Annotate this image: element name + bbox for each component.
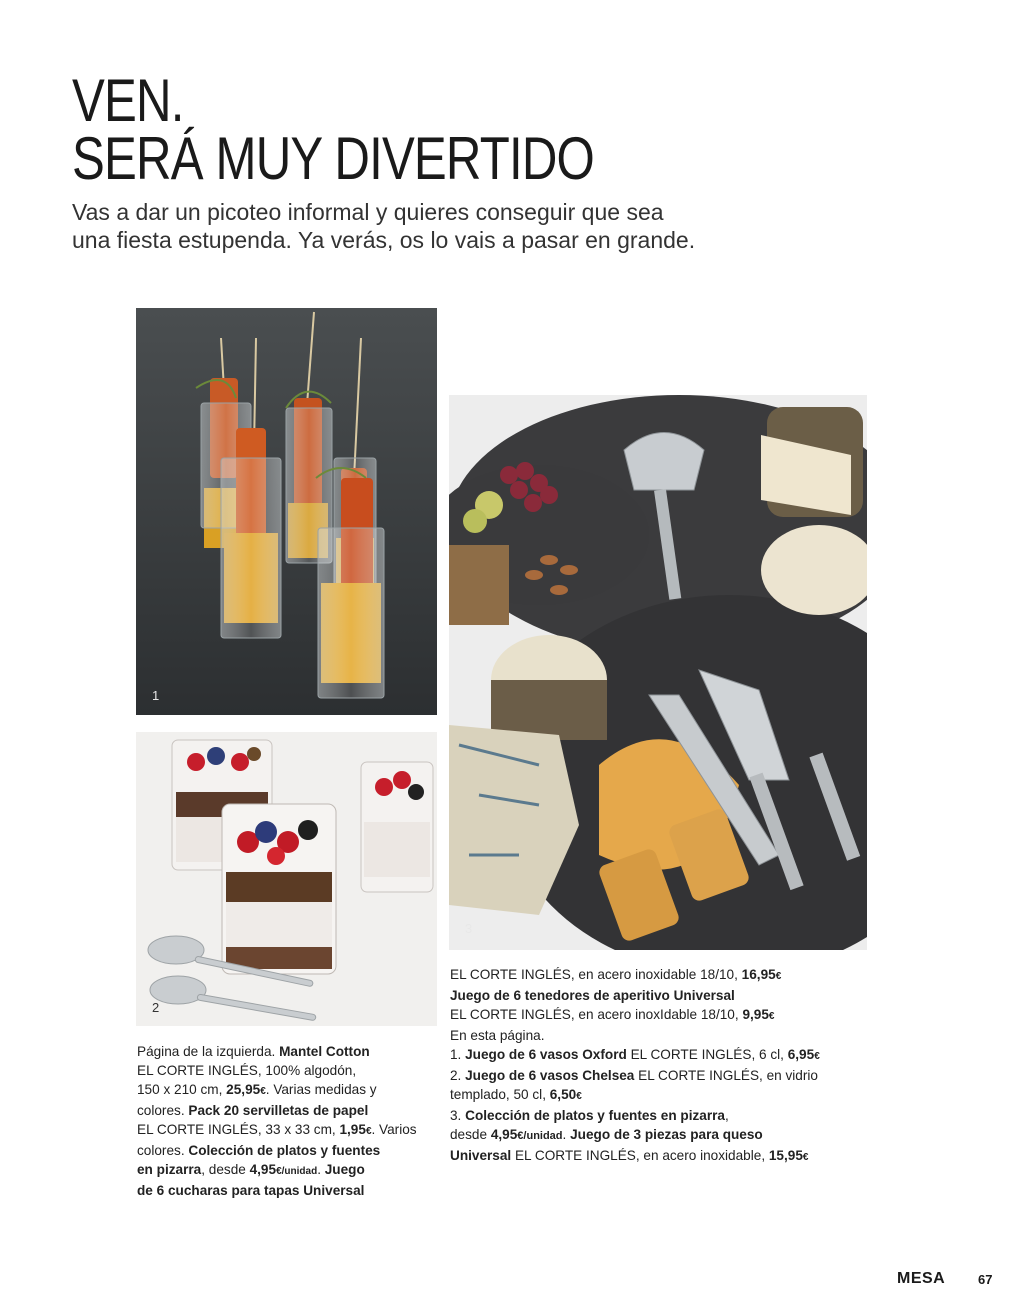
product-juego-queso: Juego de 3 piezas para queso (570, 1127, 763, 1142)
page-headline (72, 67, 595, 192)
product-platos-pizarra: Colección de platos y fuentes en pizarra (465, 1108, 725, 1123)
caption-left-line: Página de la izquierda. Mantel Cotton (137, 1044, 370, 1059)
price: 15,95 (768, 1148, 803, 1163)
berry-verrines-illustration (136, 732, 437, 1026)
caption-right-line: 3. Colección de platos y fuentes en pizarra, (450, 1108, 729, 1123)
price: 4,95 (249, 1162, 277, 1177)
photo-berry-verrines (136, 732, 437, 1026)
caption-left-line: en pizarra, desde 4,95€/unidad. Juego (137, 1162, 365, 1177)
intro-paragraph (72, 198, 752, 254)
cheese-slate-illustration (449, 395, 867, 950)
caption-left-line: EL CORTE INGLÉS, 100% algodón, (137, 1063, 357, 1078)
caption-left-line: colores. Pack 20 servilletas de papel (137, 1103, 369, 1118)
headline-line-2: SERÁ MUY DIVERTIDO (72, 125, 595, 192)
footer-page-number: 67 (978, 1272, 993, 1287)
product-tenedores: Juego de 6 tenedores de aperitivo Universal (450, 988, 735, 1003)
price: 4,95 (490, 1127, 518, 1142)
intro-line-2: una fiesta estupenda. Ya verás, os lo vais a pasar en grande. (72, 227, 696, 253)
caption-right-line: Universal EL CORTE INGLÉS, en acero inoxidable, 15,95€ (450, 1148, 809, 1163)
caption-right-line: EL CORTE INGLÉS, en acero inoxIdable 18/10, 9,95€ (450, 1007, 775, 1022)
headline-line-1: VEN. (72, 67, 184, 134)
price: 6,50 (549, 1087, 577, 1102)
product-vasos-chelsea: Juego de 6 vasos Chelsea (465, 1068, 635, 1083)
product-vasos-oxford: Juego de 6 vasos Oxford (465, 1047, 627, 1062)
photo-number-2: 2 (152, 1000, 160, 1015)
caption-right-line: templado, 50 cl, 6,50€ (450, 1087, 582, 1102)
caption-right-line: desde 4,95€/unidad. Juego de 3 piezas para queso (450, 1127, 763, 1142)
caption-right-line: En esta página. (450, 1028, 545, 1043)
photo-number-1: 1 (152, 688, 160, 703)
photo-salmon-skewers (136, 308, 437, 715)
intro-line-1: Vas a dar un picoteo informal y quieres conseguir que sea (72, 199, 664, 225)
product-cucharas: de 6 cucharas para tapas Universal (137, 1183, 365, 1198)
footer-section-label: MESA (897, 1270, 946, 1287)
price: 6,95 (787, 1047, 815, 1062)
caption-left (137, 1042, 417, 1200)
salmon-skewers-illustration (136, 308, 437, 715)
caption-right (450, 965, 820, 1167)
caption-right-line: 1. Juego de 6 vasos Oxford EL CORTE INGLÉS, 6 cl, 6,95€ (450, 1047, 820, 1062)
product-servilletas: Pack 20 servilletas de papel (188, 1103, 369, 1118)
caption-left-line: colores. Colección de platos y fuentes (137, 1143, 381, 1158)
caption-left-line: 150 x 210 cm, 25,95€. Varias medidas y (137, 1082, 377, 1097)
caption-right-line: 2. Juego de 6 vasos Chelsea EL CORTE INGLÉS, en vidrio (450, 1068, 818, 1083)
caption-right-line (450, 986, 820, 1005)
product-platos-pizarra: Colección de platos y fuentes (188, 1143, 381, 1158)
product-mantel-cotton: Mantel Cotton (279, 1044, 370, 1059)
caption-right-line: EL CORTE INGLÉS, en acero inoxidable 18/10, 16,95€ (450, 967, 782, 982)
caption-left-line: EL CORTE INGLÉS, 33 x 33 cm, 1,95€. Varios (137, 1122, 417, 1137)
photo-number-3: 3 (465, 921, 473, 936)
price: 16,95 (741, 967, 776, 982)
price: 25,95 (226, 1082, 261, 1097)
photo-cheese-slate (449, 395, 867, 950)
price: 9,95 (742, 1007, 769, 1022)
caption-left-line (137, 1181, 417, 1200)
price: 1,95 (339, 1122, 366, 1137)
